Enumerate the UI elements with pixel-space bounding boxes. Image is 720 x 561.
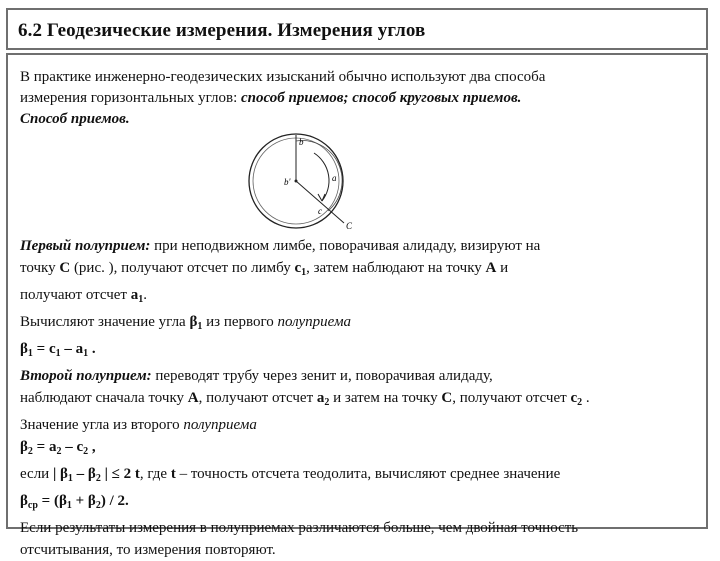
text: + <box>71 493 88 509</box>
subscript: ср <box>27 500 38 511</box>
text: наблюдают сначала точку <box>20 390 188 406</box>
subscript: 2 <box>577 397 583 408</box>
subscript: 1 <box>83 348 89 359</box>
point-a: A <box>187 390 199 406</box>
content-panel <box>6 53 708 558</box>
formula-beta-mean <box>20 490 710 517</box>
center-point <box>295 180 298 183</box>
angle-arrow-head <box>318 194 325 201</box>
text: . <box>582 390 590 406</box>
repeat-line-1: Если результаты измерения в полуприемах различаются больше, чем двойная точность <box>20 520 579 536</box>
reading-a2 <box>317 390 330 406</box>
formula-beta-1 <box>20 338 710 365</box>
subscript: 2 <box>95 500 101 511</box>
text: и <box>496 260 509 276</box>
first-half-term: Первый полуприем: <box>20 238 151 254</box>
subscript: 1 <box>67 473 73 484</box>
label-b-top: b <box>299 137 304 147</box>
symbol: β <box>60 466 68 482</box>
repeat-line-2: отсчитывания, то измерения повторяют. <box>20 542 276 558</box>
slide-title: 6.2 Геодезические измерения. Измерения углов <box>18 20 426 41</box>
symbol: β <box>20 493 28 509</box>
text: – c <box>61 439 84 455</box>
text: из первого <box>202 314 278 330</box>
subscript: 2 <box>324 397 330 408</box>
intro-line-1: В практике инженерно-геодезических изысканий обычно используют два способа <box>20 69 546 85</box>
text: | ≤ 2 t <box>100 466 140 482</box>
text: Вычисляют значение угла <box>20 314 190 330</box>
beta-1 <box>189 314 202 330</box>
text: . <box>88 341 96 357</box>
second-half-term: Второй полуприем: <box>20 368 152 384</box>
text: если <box>20 466 53 482</box>
compute-angle-line <box>20 311 710 338</box>
formula-beta-2 <box>20 436 710 463</box>
symbol: β <box>87 466 96 482</box>
symbol: c <box>570 390 578 406</box>
symbol: β <box>20 439 28 455</box>
second-half-text: переводят трубу через зенит и, поворачивая алидаду, <box>151 368 493 384</box>
difference-expression <box>53 466 140 482</box>
label-a: a <box>332 173 337 183</box>
text: , затем наблюдают на точку <box>306 260 486 276</box>
second-angle-line <box>20 414 710 436</box>
subscript: 2 <box>27 446 33 457</box>
subscript: 1 <box>66 500 72 511</box>
reading-c2 <box>570 390 582 406</box>
symbol: a <box>130 287 139 303</box>
symbol: c <box>294 260 302 276</box>
text-italic: полуприема <box>183 417 257 433</box>
subscript: 2 <box>83 446 89 457</box>
subscript: 2 <box>56 446 62 457</box>
label-c: c <box>318 206 322 216</box>
symbol: β <box>58 493 67 509</box>
intro-methods: способ приемов; способ круговых приемов. <box>241 90 522 106</box>
text: (рис. ), получают отсчет по лимбу <box>70 260 295 276</box>
subscript: 1 <box>138 294 144 305</box>
first-half-line-1 <box>20 235 710 257</box>
text: ) / 2. <box>100 493 129 509</box>
text: . <box>143 287 147 303</box>
reading-c1 <box>294 260 306 276</box>
slide-title-bar <box>6 8 708 50</box>
point-a: A <box>485 260 497 276</box>
intro-line-2 <box>20 88 690 109</box>
text: = a <box>32 439 57 455</box>
method-description <box>20 235 710 561</box>
text: , где <box>139 466 171 482</box>
text: – точность отсчета теодолита, вычисляют среднее значение <box>175 466 561 482</box>
condition-line <box>20 463 710 490</box>
subscript: 1 <box>27 348 33 359</box>
limb-angle-diagram <box>246 131 374 233</box>
subscript: 2 <box>95 473 101 484</box>
subscript: 1 <box>55 348 61 359</box>
subscript: 1 <box>301 267 307 278</box>
symbol: β <box>189 314 198 330</box>
text: получают отсчет <box>20 287 131 303</box>
text: = ( <box>37 493 59 509</box>
second-half-line-2 <box>20 387 710 414</box>
intro-line-2-text: измерения горизонтальных углов: <box>20 90 242 106</box>
text: , <box>88 439 96 455</box>
t-symbol: t <box>170 466 176 482</box>
text: – a <box>60 341 84 357</box>
symbol: β <box>20 341 28 357</box>
text: | <box>52 466 61 482</box>
text: , получают отсчет <box>452 390 571 406</box>
first-half-line-3 <box>20 284 710 311</box>
symbol: a <box>316 390 325 406</box>
text: точку <box>20 260 60 276</box>
point-c: C <box>441 390 453 406</box>
intro-paragraph <box>20 67 690 130</box>
section-heading: Способ приемов. <box>20 111 130 127</box>
text: и затем на точку <box>329 390 442 406</box>
text: Значение угла из второго <box>20 417 184 433</box>
first-half-line-2 <box>20 257 710 284</box>
reading-a1 <box>131 287 144 303</box>
subscript: 1 <box>197 321 203 332</box>
text: – <box>72 466 88 482</box>
label-c-end: C <box>346 221 353 231</box>
angle-arc <box>314 153 329 201</box>
text: = c <box>32 341 56 357</box>
first-half-text: при неподвижном лимбе, поворачивая алидаду, визируют на <box>150 238 541 254</box>
text-italic: полуприема <box>277 314 352 330</box>
symbol: β <box>87 493 96 509</box>
label-b-center: b' <box>284 177 291 187</box>
point-c: C <box>59 260 71 276</box>
text: , получают отсчет <box>198 390 317 406</box>
second-half-line-1 <box>20 365 710 387</box>
